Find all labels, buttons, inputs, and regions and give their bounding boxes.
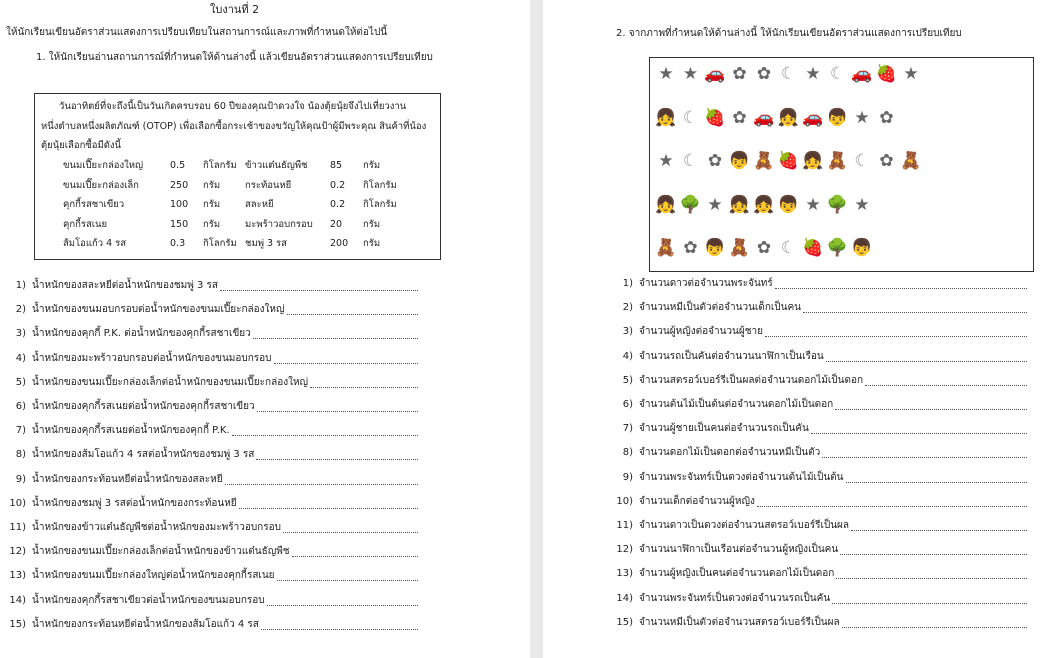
tree-icon: 🌳 — [826, 238, 849, 258]
item-qty: 85 — [330, 160, 343, 171]
question-item — [613, 447, 1027, 459]
question-text: น้ำหนักของคุกกี้รสเนยต่อน้ำหนักของคุกกี้รสชาเขียว — [32, 401, 255, 412]
flower-icon: ✿ — [732, 107, 747, 128]
item-qty: 200 — [330, 238, 349, 249]
answer-line — [822, 457, 1027, 458]
question-number: 6) — [622, 399, 633, 410]
question-text: จำนวนผู้ชายเป็นคนต่อจำนวนรถเป็นคัน — [639, 423, 809, 435]
boy-icon: 👦 — [704, 238, 726, 258]
question-number: 8) — [622, 447, 633, 459]
question-item — [6, 619, 418, 631]
question-number: 9) — [15, 473, 26, 485]
question-text: จำนวนเด็กต่อจำนวนผู้หญิง — [639, 495, 755, 507]
item-name: ข้าวแต๋นธัญพืช — [245, 160, 308, 171]
answer-line — [811, 433, 1027, 434]
question-item — [613, 423, 1027, 435]
item-name: สละหยี — [245, 199, 274, 210]
question-item — [6, 353, 418, 365]
girl-icon: 👧 — [655, 107, 677, 128]
strawberry-icon: 🍓 — [704, 107, 726, 128]
answer-line — [765, 336, 1027, 337]
question-text: จำนวนดอกไม้เป็นดอกต่อจำนวนหมีเป็นตัว — [639, 447, 821, 459]
answer-line — [274, 363, 418, 364]
question-item — [6, 304, 418, 316]
item-unit: กิโลกรัม — [363, 179, 397, 191]
answer-line — [865, 385, 1027, 386]
question-text: น้ำหนักของขนมเปี๊ยะกล่องเล็กต่อน้ำหนักของขนมเปี๊ยะกล่องใหญ่ — [32, 376, 309, 388]
question-text: น้ำหนักของขนมเปี๊ยะกล่องใหญ่ต่อน้ำหนักของคุกกี้รสเนย — [32, 570, 275, 582]
moon-icon: ☾ — [780, 64, 797, 84]
question-text: จำนวนพระจันทร์เป็นดวงต่อจำนวนต้นไม้เป็นต้น — [639, 471, 844, 483]
item-name: ชมพู่ 3 รส — [245, 238, 287, 249]
question-text: จำนวนดาวเป็นดวงต่อจำนวนสตรอว์เบอร์รีเป็นผล — [639, 520, 850, 531]
answer-line — [842, 627, 1027, 628]
answer-line — [832, 603, 1027, 604]
flower-icon: ✿ — [683, 238, 698, 258]
answer-line — [232, 435, 418, 436]
question-number: 10) — [9, 497, 26, 509]
flower-icon: ✿ — [879, 107, 894, 128]
item-name: กระท้อนหยี — [245, 179, 292, 191]
question-item — [6, 522, 418, 534]
question-number: 5) — [622, 374, 633, 386]
story-line: ตุ้ยนุ้ยเลือกซื้อมีดังนี้ — [41, 140, 122, 151]
flower-icon: ✿ — [756, 64, 772, 84]
question-number: 5) — [15, 376, 26, 388]
question-item — [6, 595, 418, 607]
item-name: มะพร้าวอบกรอบ — [245, 218, 313, 230]
girl-icon: 👧 — [802, 151, 824, 171]
answer-line — [757, 506, 1027, 507]
question-item — [6, 280, 418, 292]
question-text: น้ำหนักของสละหยีต่อน้ำหนักของชมพู่ 3 รส — [32, 280, 219, 291]
part1-heading: 1. ให้นักเรียนอ่านสถานการณ์ที่กำหนดให้ด้านล่างนี้ แล้วเขียนอัตราส่วนแสดงการเปรียบเทียบ — [36, 52, 433, 63]
question-item — [613, 302, 1027, 314]
answer-line — [283, 532, 418, 533]
answer-line — [310, 387, 418, 388]
question-number: 3) — [15, 328, 26, 340]
strawberry-icon: 🍓 — [777, 151, 800, 171]
question-item — [613, 399, 1027, 411]
question-text: น้ำหนักของส้มโอแก้ว 4 รสต่อน้ำหนักของชมพู่ 3 รส — [32, 449, 255, 461]
question-number: 2) — [622, 302, 633, 314]
star-icon: ★ — [854, 194, 870, 215]
boy-icon: 👦 — [777, 194, 800, 215]
tree-icon: 🌳 — [679, 194, 702, 215]
question-item — [6, 570, 418, 582]
question-number: 2) — [15, 304, 26, 316]
boy-icon: 👦 — [851, 238, 873, 258]
question-number: 15) — [616, 616, 633, 628]
item-qty: 0.3 — [170, 238, 186, 249]
question-number: 11) — [616, 520, 633, 531]
question-item — [613, 568, 1027, 580]
question-number: 4) — [622, 350, 633, 362]
question-item — [6, 328, 418, 340]
item-qty: 20 — [330, 218, 343, 230]
flower-icon: ✿ — [732, 64, 747, 84]
bear-icon: 🧸 — [826, 151, 849, 171]
item-unit: กรัม — [363, 160, 381, 171]
girl-icon: 👧 — [655, 194, 677, 215]
car-icon: 🚗 — [802, 107, 824, 128]
item-unit: กรัม — [203, 218, 221, 230]
item-name: ส้มโอแก้ว 4 รส — [63, 238, 127, 249]
item-qty: 0.2 — [330, 199, 346, 210]
star-icon: ★ — [707, 194, 723, 215]
question-item — [6, 498, 418, 510]
bear-icon: 🧸 — [655, 238, 677, 258]
question-number: 4) — [15, 352, 26, 364]
story-line: หนึ่งตำบลหนึ่งผลิตภัณฑ์ (OTOP) เพื่อเลือกซื้อกระเช้าของขวัญให้คุณป้าผู้มีพระคุณ สินค้าที่น้อง — [41, 121, 427, 132]
question-number: 13) — [9, 570, 26, 582]
item-name: ขนมเปี๊ยะกล่องใหญ่ — [63, 160, 144, 171]
question-number: 7) — [15, 425, 26, 437]
answer-line — [220, 290, 418, 291]
car-icon: 🚗 — [704, 64, 726, 84]
answer-line — [292, 556, 418, 557]
question-number: 9) — [622, 471, 633, 483]
star-icon: ★ — [903, 64, 919, 84]
star-icon: ★ — [682, 64, 699, 84]
boy-icon: 👦 — [826, 107, 849, 128]
question-item — [613, 617, 1027, 629]
question-number: 10) — [616, 495, 633, 507]
moon-icon: ☾ — [829, 64, 846, 84]
flower-icon: ✿ — [879, 151, 894, 171]
question-number: 15) — [9, 618, 26, 630]
answer-line — [775, 288, 1027, 289]
instruction-text: ให้นักเรียนเขียนอัตราส่วนแสดงการเปรียบเทียบในสถานการณ์และภาพที่กำหนดให้ต่อไปนี้ — [6, 27, 388, 38]
moon-icon: ☾ — [854, 151, 870, 171]
answer-line — [846, 482, 1027, 483]
answer-line — [256, 459, 418, 460]
question-text: จำนวนพระจันทร์เป็นดวงต่อจำนวนรถเป็นคัน — [639, 592, 831, 604]
page-gutter — [530, 0, 543, 658]
item-name: คุกกี้รสเนย — [63, 218, 108, 230]
strawberry-icon: 🍓 — [875, 64, 898, 84]
worksheet-title: ใบงานที่ 2 — [210, 3, 260, 16]
item-qty: 150 — [170, 218, 189, 230]
moon-icon: ☾ — [780, 238, 797, 258]
question-text: น้ำหนักของข้าวแต๋นธัญพืชต่อน้ำหนักของมะพร้าวอบกรอบ — [32, 522, 281, 533]
question-text: จำนวนผู้หญิงเป็นคนต่อจำนวนดอกไม้เป็นดอก — [639, 568, 835, 580]
question-text: จำนวนหมีเป็นตัวต่อจำนวนเด็กเป็นคน — [639, 302, 802, 314]
bear-icon: 🧸 — [900, 151, 922, 171]
question-text: จำนวนนาฬิกาเป็นเรือนต่อจำนวนผู้หญิงเป็นคน — [639, 544, 839, 556]
strawberry-icon: 🍓 — [802, 238, 824, 258]
question-text: น้ำหนักของกระท้อนหยีต่อน้ำหนักของส้มโอแก้ว 4 รส — [32, 618, 259, 630]
girl-icon: 👧 — [728, 194, 751, 215]
question-item — [6, 401, 418, 413]
answer-line — [835, 409, 1027, 410]
girl-icon: 👧 — [777, 107, 800, 128]
question-text: จำนวนหมีเป็นตัวต่อจำนวนสตรอว์เบอร์รีเป็นผล — [639, 616, 840, 628]
car-icon: 🚗 — [753, 107, 775, 128]
answer-line — [803, 312, 1027, 313]
answer-line — [840, 554, 1027, 555]
answer-line — [267, 605, 418, 606]
question-item — [613, 326, 1027, 338]
item-unit: กรัม — [363, 238, 381, 249]
question-item — [613, 472, 1027, 484]
question-text: จำนวนผู้หญิงต่อจำนวนผู้ชาย — [639, 326, 763, 338]
question-text: น้ำหนักของกระท้อนหยีต่อน้ำหนักของสละหยี — [32, 473, 223, 485]
item-unit: กรัม — [363, 218, 381, 230]
answer-line — [851, 530, 1027, 531]
question-text: น้ำหนักของมะพร้าวอบกรอบต่อน้ำหนักของขนมอบกรอบ — [32, 352, 272, 364]
left-page — [0, 0, 530, 658]
question-number: 7) — [622, 423, 633, 435]
flower-icon: ✿ — [707, 151, 723, 171]
question-item — [6, 474, 418, 486]
star-icon: ★ — [658, 64, 674, 84]
answer-line — [277, 580, 418, 581]
item-unit: กิโลกรัม — [203, 160, 237, 171]
item-qty: 250 — [170, 179, 189, 191]
boy-icon: 👦 — [728, 151, 751, 171]
question-item — [613, 375, 1027, 387]
answer-line — [253, 338, 418, 339]
answer-line — [826, 361, 1027, 362]
answer-line — [836, 578, 1027, 579]
question-item — [613, 278, 1027, 290]
flower-icon: ✿ — [756, 238, 772, 258]
question-number: 3) — [622, 326, 633, 338]
star-icon: ★ — [854, 107, 870, 128]
question-text: น้ำหนักของคุกกี้ P.K. ต่อน้ำหนักของคุกกี้รสชาเขียว — [32, 328, 251, 340]
question-number: 11) — [9, 522, 26, 533]
story-line: วันอาทิตย์ที่จะถึงนี้เป็นวันเกิดครบรอบ 60 ปีของคุณป้าดวงใจ น้องตุ้ยนุ้ยจึงไปเที่ยวงาน — [59, 101, 407, 112]
question-number: 12) — [616, 544, 633, 556]
question-number: 14) — [9, 594, 26, 606]
item-unit: กรัม — [203, 179, 221, 191]
question-text: จำนวนรถเป็นคันต่อจำนวนนาฬิกาเป็นเรือน — [639, 350, 824, 362]
question-text: น้ำหนักของขนมเปี๊ยะกล่องเล็กต่อน้ำหนักของข้าวแต๋นธัญพืช — [32, 546, 290, 558]
star-icon: ★ — [805, 194, 821, 215]
question-text: น้ำหนักของขนมอบกรอบต่อน้ำหนักของขนมเปี๊ยะกล่องใหญ่ — [32, 304, 285, 316]
question-item — [6, 546, 418, 558]
item-qty: 0.5 — [170, 160, 186, 171]
part2-heading: 2. จากภาพที่กำหนดให้ด้านล่างนี้ ให้นักเรียนเขียนอัตราส่วนแสดงการเปรียบเทียบ — [616, 28, 962, 39]
question-item — [613, 544, 1027, 556]
question-item — [613, 496, 1027, 508]
question-item — [6, 449, 418, 461]
answer-line — [257, 411, 418, 412]
car-icon: 🚗 — [851, 64, 873, 84]
item-qty: 100 — [170, 199, 189, 210]
moon-icon: ☾ — [682, 107, 699, 128]
situation-box — [34, 93, 441, 260]
question-number: 8) — [15, 449, 26, 461]
bear-icon: 🧸 — [728, 238, 751, 258]
question-number: 6) — [15, 401, 26, 412]
question-number: 12) — [9, 546, 26, 558]
item-name: คุกกี้รสชาเขียว — [63, 199, 125, 210]
answer-line — [287, 314, 418, 315]
question-text: จำนวนดาวต่อจำนวนพระจันทร์ — [639, 278, 773, 289]
question-text: จำนวนสตรอว์เบอร์รีเป็นผลต่อจำนวนดอกไม้เป็นดอก — [639, 374, 864, 386]
question-item — [613, 520, 1027, 532]
question-number: 1) — [622, 278, 633, 289]
item-unit: กิโลกรัม — [203, 238, 237, 249]
tree-icon: 🌳 — [826, 194, 849, 215]
question-text: จำนวนต้นไม้เป็นต้นต่อจำนวนดอกไม้เป็นดอก — [639, 399, 834, 410]
question-number: 14) — [616, 592, 633, 604]
answer-line — [239, 508, 418, 509]
star-icon: ★ — [658, 151, 674, 171]
question-text: น้ำหนักของคุกกี้รสชาเขียวต่อน้ำหนักของขนมอบกรอบ — [32, 594, 265, 606]
item-unit: กรัม — [203, 199, 221, 210]
question-item — [613, 593, 1027, 605]
answer-line — [225, 484, 418, 485]
star-icon: ★ — [805, 64, 821, 84]
item-qty: 0.2 — [330, 179, 346, 191]
question-item — [6, 425, 418, 437]
question-text: น้ำหนักของคุกกี้รสเนยต่อน้ำหนักของคุกกี้ P.K. — [32, 425, 230, 437]
question-item — [613, 351, 1027, 363]
question-item — [6, 377, 418, 389]
item-name: ขนมเปี๊ยะกล่องเล็ก — [63, 179, 139, 191]
bear-icon: 🧸 — [753, 151, 775, 171]
question-text: น้ำหนักของชมพู่ 3 รสต่อน้ำหนักของกระท้อนหยี — [32, 497, 237, 509]
answer-line — [261, 629, 418, 630]
moon-icon: ☾ — [682, 151, 699, 171]
picture-box — [649, 57, 1034, 272]
question-number: 1) — [15, 280, 26, 291]
girl-icon: 👧 — [753, 194, 775, 215]
item-unit: กิโลกรัม — [363, 199, 397, 210]
question-number: 13) — [616, 568, 633, 580]
